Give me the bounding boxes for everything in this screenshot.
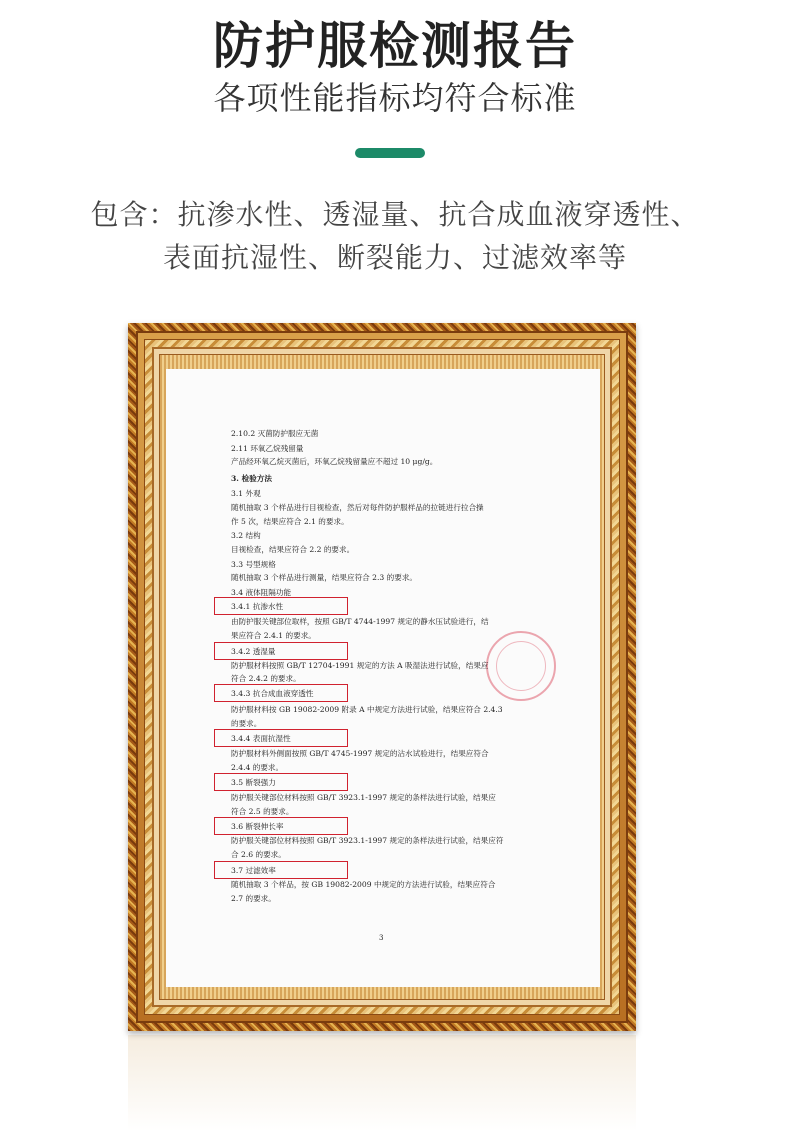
report-page (166, 369, 600, 987)
inspection-seal-icon (486, 631, 556, 701)
doc-line: 防护服关键部位材料按照 GB/T 3923.1-1997 规定的条样法进行试验，结果应符 (231, 836, 504, 845)
doc-line: 2.10.2 灭菌防护服应无菌 (231, 429, 319, 438)
doc-line: 产品经环氧乙烷灭菌后，环氧乙烷残留量应不超过 10 μg/g。 (231, 457, 438, 466)
doc-line: 3.6 断裂伸长率 (231, 822, 284, 831)
doc-line: 防护服关键部位材料按照 GB/T 3923.1-1997 规定的条样法进行试验，结果应 (231, 793, 496, 802)
doc-line: 防护服材料按照 GB/T 12704-1991 规定的方法 A 吸湿法进行试验，结果应 (231, 661, 489, 670)
doc-line: 3.5 断裂强力 (231, 778, 276, 787)
doc-line: 符合 2.4.2 的要求。 (231, 674, 301, 683)
doc-line: 2.7 的要求。 (231, 894, 276, 903)
doc-line: 果应符合 2.4.1 的要求。 (231, 631, 316, 640)
doc-line: 由防护服关键部位取样，按照 GB/T 4744-1997 规定的静水压试验进行，结 (231, 617, 489, 626)
doc-line: 防护服材料外侧面按照 GB/T 4745-1997 规定的沾水试验进行，结果应符合 (231, 749, 489, 758)
page-number: 3 (379, 934, 384, 942)
doc-line: 随机抽取 3 个样品进行目视检查，然后对每件防护服样品的拉链进行拉合操 (231, 503, 484, 512)
doc-line: 3.7 过滤效率 (231, 866, 276, 875)
doc-line: 3.4.2 透湿量 (231, 647, 276, 656)
doc-line: 3.3 号型规格 (231, 560, 276, 569)
doc-line: 符合 2.5 的要求。 (231, 807, 294, 816)
page-title: 防护服检测报告 (213, 17, 577, 75)
doc-line: 3.4.3 抗合成血液穿透性 (231, 689, 314, 698)
doc-line: 目视检查，结果应符合 2.2 的要求。 (231, 545, 355, 554)
accent-divider (355, 148, 425, 158)
frame-reflection (128, 1035, 636, 1131)
doc-line: 3.2 结构 (231, 531, 261, 540)
doc-line: 随机抽取 3 个样品进行测量，结果应符合 2.3 的要求。 (231, 573, 418, 582)
description-line-2: 表面抗湿性、断裂能力、过滤效率等 (162, 241, 627, 274)
doc-line: 3.1 外观 (231, 489, 261, 498)
doc-line: 3.4.4 表面抗湿性 (231, 734, 291, 743)
doc-line: 3.4 液体阻隔功能 (231, 588, 292, 597)
doc-line: 随机抽取 3 个样品，按 GB 19082-2009 中规定的方法进行试验，结果应符合 (231, 880, 496, 889)
doc-line: 2.4.4 的要求。 (231, 763, 284, 772)
description-line-1: 包含：抗渗水性、透湿量、抗合成血液穿透性、 (90, 198, 700, 231)
doc-heading: 3. 检验方法 (231, 474, 272, 483)
doc-line: 作 5 次，结果应符合 2.1 的要求。 (231, 517, 349, 526)
doc-line: 2.11 环氧乙烷残留量 (231, 444, 304, 453)
doc-line: 防护服材料按 GB 19082-2009 附录 A 中规定方法进行试验，结果应符合 2.4.3 (231, 705, 503, 714)
doc-line: 3.4.1 抗渗水性 (231, 602, 284, 611)
page-subtitle: 各项性能指标均符合标准 (213, 79, 577, 117)
doc-line: 的要求。 (231, 719, 262, 728)
doc-line: 合 2.6 的要求。 (231, 850, 286, 859)
gold-picture-frame (128, 323, 636, 1031)
